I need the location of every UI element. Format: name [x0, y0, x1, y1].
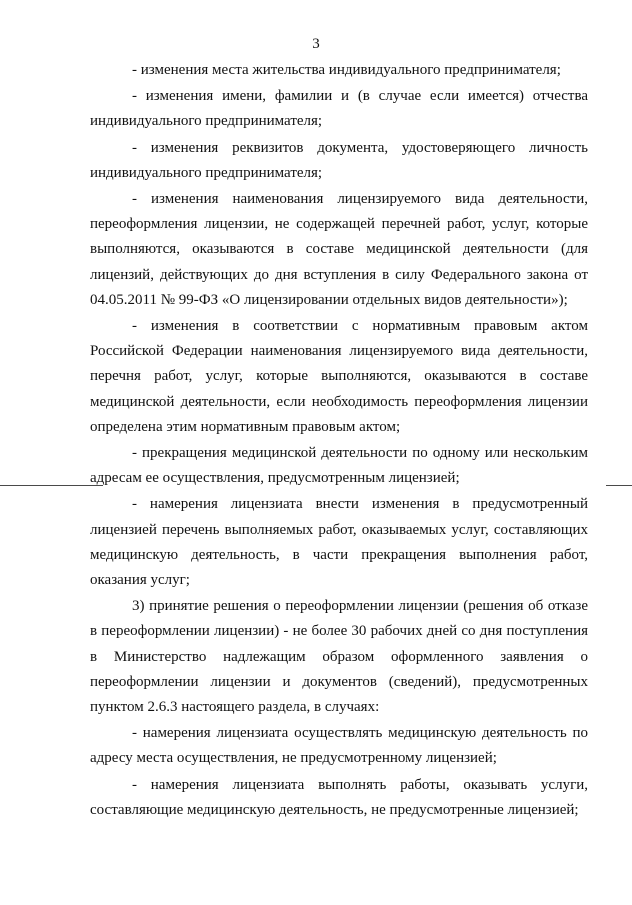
paragraph-identity-document-change: - изменения реквизитов документа, удостоверяющего личность индивидуального предпринимателя;: [90, 139, 588, 181]
document-body: [90, 58, 588, 824]
paragraph-activity-name-change: - изменения наименования лицензируемого вида деятельности, переоформления лицензии, не содержащей перечней работ, услуг, которые выполняются, оказываются в составе медицинской деятельности (для лицензий, действующих до дня вступления в силу Федерального закона от 04.05.2011 № 99-ФЗ «О лицензировании отдельных видов деятельности»);: [90, 191, 588, 308]
paragraph-residence-change: - изменения места жительства индивидуального предпринимателя;: [132, 62, 561, 78]
paragraph-new-works: - намерения лицензиата выполнять работы, оказывать услуги, составляющие медицинскую деятельность, не предусмотренные лицензией;: [90, 776, 588, 818]
paragraph-reissue-decision-30-days: 3) принятие решения о переоформлении лицензии (решения об отказе в переоформлении лицензии) - не более 30 рабочих дней со дня поступления в Министерство надлежащим образом оформленного заявления о переоформлении лицензии и документов (сведений), предусмотренных пунктом 2.6.3 настоящего раздела, в случаях:: [90, 598, 588, 716]
scan-line-left: [0, 485, 103, 486]
paragraph-termination-at-addresses: - прекращения медицинской деятельности по одному или нескольким адресам ее осуществления, предусмотренным лицензией;: [90, 445, 588, 487]
paragraph-name-change: - изменения имени, фамилии и (в случае если имеется) отчества индивидуального предпринимателя;: [90, 88, 588, 130]
paragraph-works-list-reduction: - намерения лицензиата внести изменения в предусмотренный лицензией перечень выполняемых работ, оказываемых услуг, составляющих медицинскую деятельность, в части прекращения выполнения работ, оказания услуг;: [90, 496, 588, 589]
scan-line-right: [606, 485, 632, 486]
paragraph-regulatory-act-change: - изменения в соответствии с нормативным правовым актом Российской Федерации наименования лицензируемого вида деятельности, перечня работ, услуг, которые выполняются, оказываются в составе медицинской деятельности, если необходимость переоформления лицензии определена этим нормативным правовым актом;: [90, 318, 588, 435]
paragraph-new-address: - намерения лицензиата осуществлять медицинскую деятельность по адресу места осуществления, не предусмотренному лицензией;: [90, 725, 588, 767]
page-number: 3: [312, 36, 320, 52]
